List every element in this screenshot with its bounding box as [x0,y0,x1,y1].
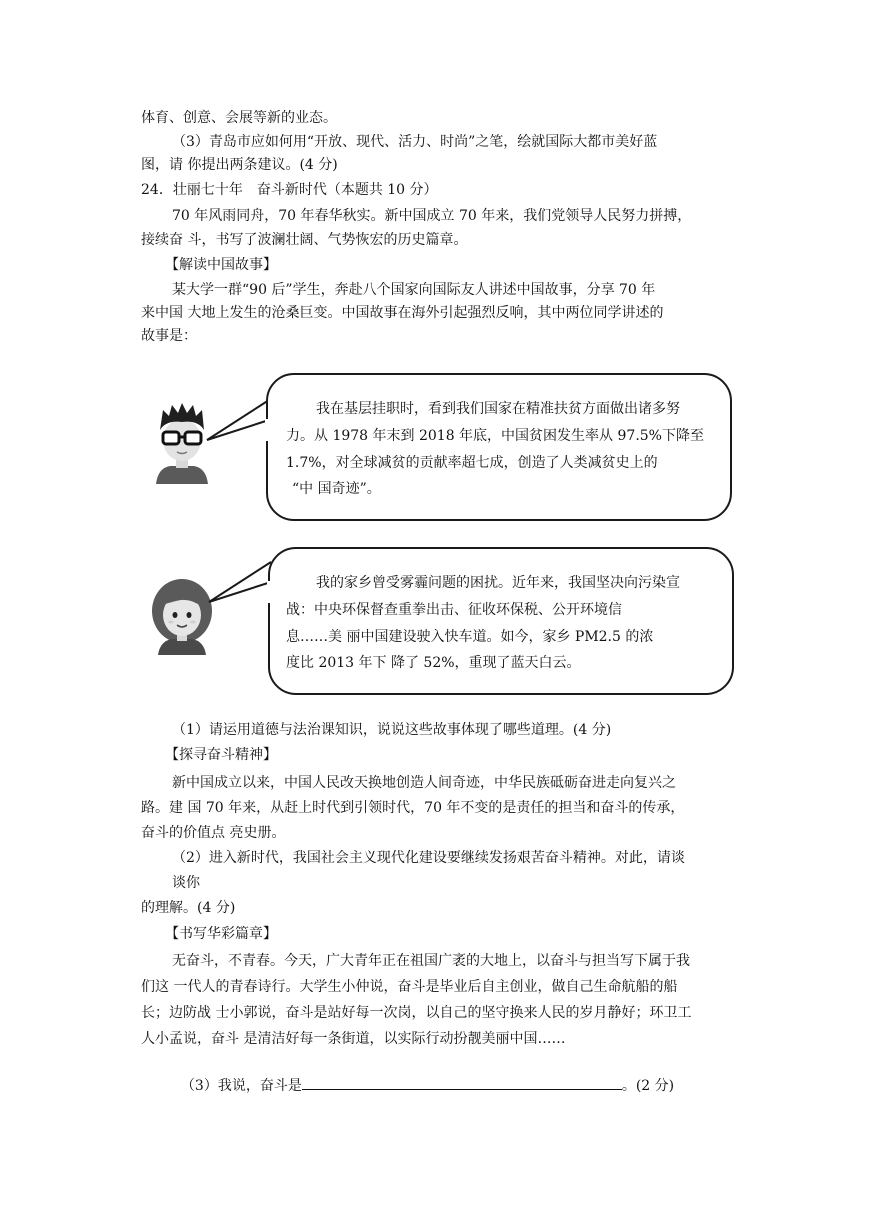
section3-line-2: 们这 一代人的青春诗行。大学生小仲说，奋斗是毕业后自主创业，做自己生命航船的船 [141,979,678,995]
question-3 [172,1055,674,1096]
girl-avatar-icon [150,577,214,657]
question-3-suffix: 。(2 分) [621,1078,675,1094]
question-3-prefix: （3）我说，奋斗是 [180,1078,302,1094]
bubble2-line-4: 度比 2013 年下 降了 52%，重现了蓝天白云。 [286,655,581,671]
bubble2-line-2: 战：中央环保督查重拳出击、征收环保税、公开环境信 [286,602,622,618]
section1-line-3: 故事是： [141,328,197,344]
section-title-interpret: 【解读中国故事】 [165,257,277,273]
question-2-line-1: （2）进入新时代，我国社会主义现代化建设要继续发扬艰苦奋斗精神。对此，请谈 [172,850,685,866]
question-24-title: 24．壮丽七十年 奋斗新时代（本题共 10 分） [141,182,438,198]
bubble1-line-4: “中 国奇迹”。 [292,481,381,497]
question-2-line-2: 谈你 [172,875,200,891]
bubble1-line-1: 我在基层挂职时，看到我们国家在精准扶贫方面做出诸多努 [316,401,680,417]
section1-line-2: 来中国 大地上发生的沧桑巨变。中国故事在海外引起强烈反响，其中两位同学讲述的 [141,305,664,321]
intro-line-3: 图，请 你提出两条建议。(4 分) [141,157,338,173]
intro-line-2: （3）青岛市应如何用“开放、现代、活力、时尚”之笔，绘就国际大都市美好蓝 [172,134,658,150]
question-2-line-3: 的理解。(4 分) [141,900,236,916]
section3-line-1: 无奋斗，不青春。今天，广大青年正在祖国广袤的大地上，以奋斗与担当写下属于我 [172,953,690,969]
section2-line-1: 新中国成立以来，中国人民改天换地创造人间奇迹，中华民族砥砺奋进走向复兴之 [172,775,676,791]
bubble1-line-2: 力。从 1978 年末到 2018 年底，中国贫困发生率从 97.5%下降至 [286,428,704,444]
section2-line-2: 路。建 国 70 年来，从赶上时代到引领时代，70 年不变的是责任的担当和奋斗的传承， [141,800,685,816]
bubble2-line-3: 息……美 丽中国建设驶入快车道。如今，家乡 PM2.5 的浓 [286,629,654,645]
section-title-explore: 【探寻奋斗精神】 [165,747,277,763]
para1-line-1: 70 年风雨同舟，70 年春华秋实。新中国成立 70 年来，我们党领导人民努力拼搏， [172,208,692,224]
section3-line-3: 长；边防战 士小郭说，奋斗是站好每一次岗，以自己的坚守换来人民的岁月静好；环卫工 [141,1005,692,1021]
bubble1-line-3: 1.7%，对全球减贫的贡献率超七成，创造了人类减贫史上的 [286,455,658,471]
section1-line-1: 某大学一群“90 后”学生，奔赴八个国家向国际友人讲述中国故事，分享 70 年 [172,282,656,298]
answer-blank[interactable] [302,1075,622,1090]
para1-line-2: 接续奋 斗，书写了波澜壮阔、气势恢宏的历史篇章。 [141,232,468,248]
intro-line-1: 体育、创意、会展等新的业态。 [141,110,337,126]
section-title-write: 【书写华彩篇章】 [165,926,277,942]
bubble2-line-1: 我的家乡曾受雾霾问题的困扰。近年来，我国坚决向污染宣 [316,575,680,591]
section2-line-3: 奋斗的价值点 亮史册。 [141,825,286,841]
question-1: （1）请运用道德与法治课知识，说说这些故事体现了哪些道理。(4 分) [172,722,612,738]
section3-line-4: 人小孟说，奋斗 是清洁好每一条街道，以实际行动扮靓美丽中国…… [141,1031,566,1047]
